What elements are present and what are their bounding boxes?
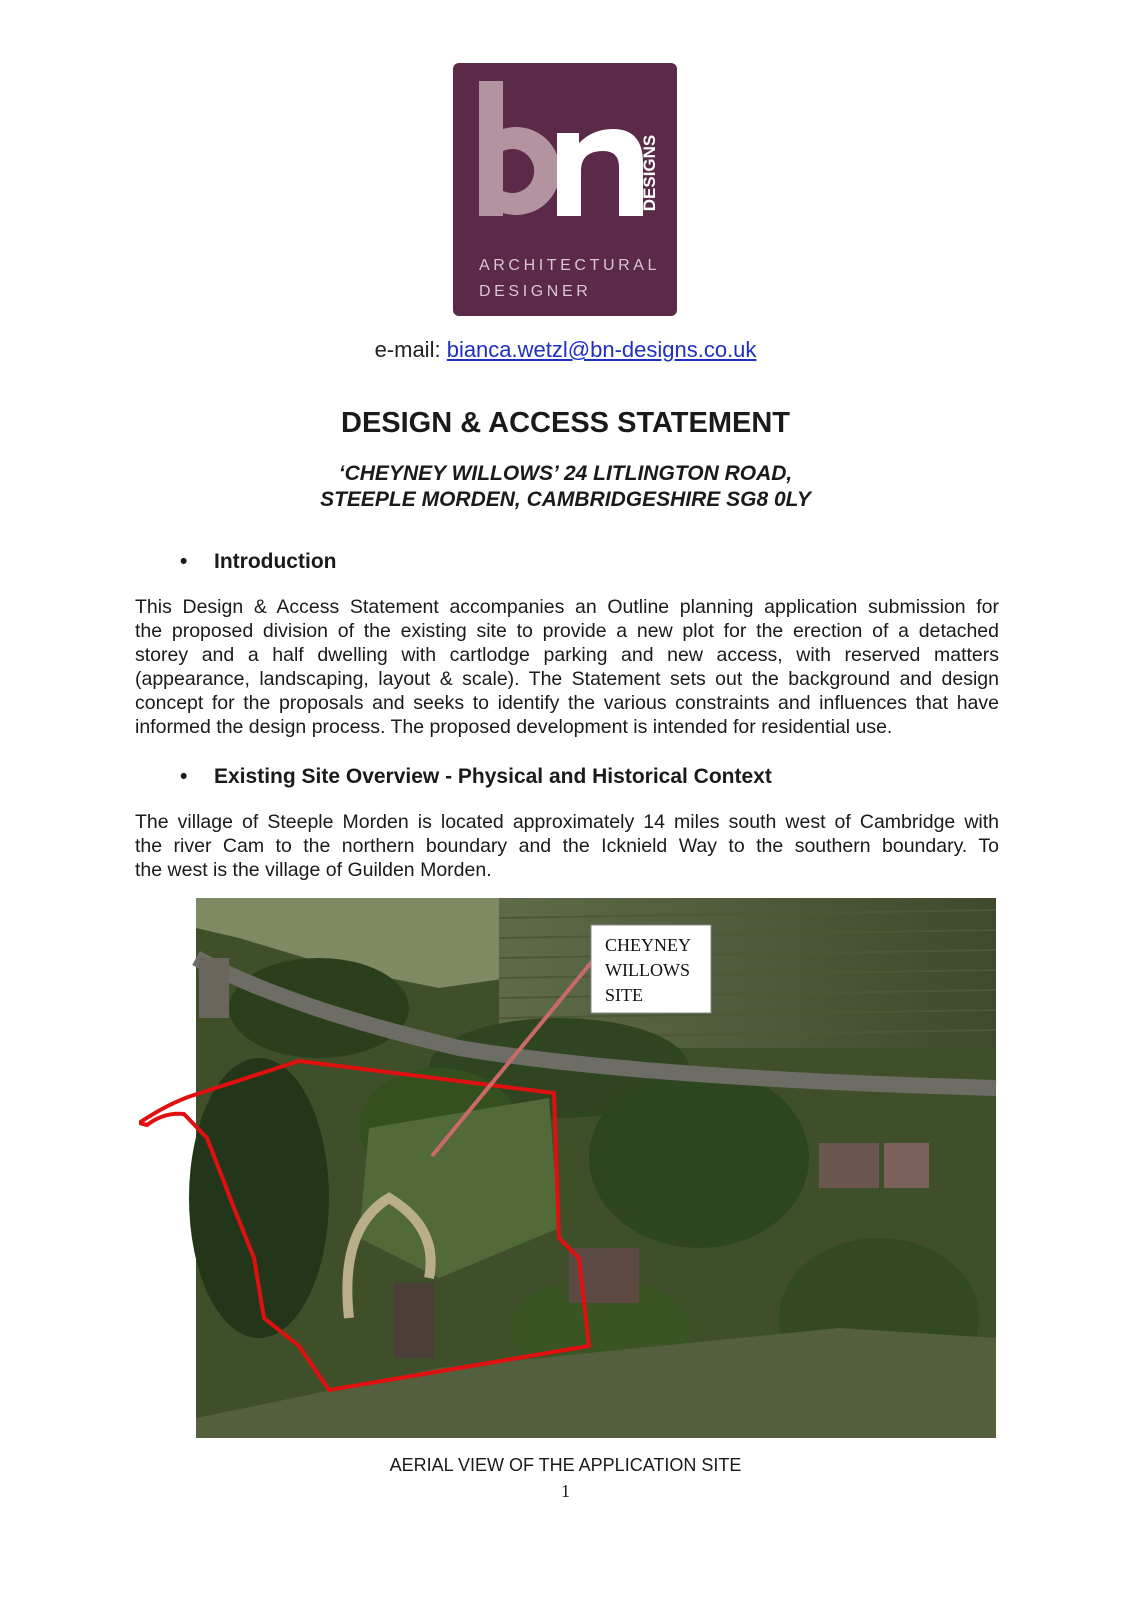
logo-line-architectural: ARCHITECTURAL — [479, 257, 661, 274]
logo-n-letter — [557, 129, 643, 216]
existing-site-paragraph — [135, 810, 999, 882]
paragraph-line: the proposed division of the existing site to provide a new plot for the erection of a detached — [135, 620, 999, 642]
paragraph-line: This Design & Access Statement accompanies an Outline planning application submission for — [135, 596, 999, 618]
figure-caption: AERIAL VIEW OF THE APPLICATION SITE — [389, 1455, 742, 1475]
logo-line-designer: DESIGNER — [479, 283, 592, 300]
bullet-icon: • — [180, 765, 188, 788]
company-logo — [453, 63, 677, 316]
paragraph-line: concept for the proposals and seeks to identify the various constraints and influences that have — [135, 692, 999, 714]
paragraph-line: informed the design process. The proposed development is intended for residential use. — [135, 716, 893, 738]
site-label-line-2: WILLOWS — [605, 960, 690, 980]
section-heading-text: Introduction — [214, 550, 337, 573]
logo-b-stem — [479, 81, 503, 216]
logo-b-bowl — [503, 127, 560, 215]
document-subtitle — [0, 461, 1131, 513]
email-label: e-mail: — [374, 337, 441, 362]
paragraph-line: the west is the village of Guilden Morden. — [135, 859, 492, 881]
logo-mark — [453, 63, 677, 316]
site-label-line-3: SITE — [605, 985, 643, 1005]
bullet-icon: • — [180, 550, 188, 573]
section-heading-text: Existing Site Overview - Physical and Historical Context — [214, 765, 772, 788]
page-number: 1 — [561, 1481, 570, 1501]
paragraph-line: the river Cam to the northern boundary and the Icknield Way to the southern boundary. To — [135, 835, 999, 857]
site-label-line-1: CHEYNEY — [605, 935, 691, 955]
logo-side-text: DESIGNS — [640, 134, 659, 212]
paragraph-line: (appearance, landscaping, layout & scale). The Statement sets out the background and design — [135, 668, 999, 690]
aerial-view-image — [139, 898, 1001, 1453]
document-title: DESIGN & ACCESS STATEMENT — [341, 407, 790, 439]
contact-email-line — [0, 337, 1131, 363]
introduction-paragraph — [135, 595, 999, 739]
subtitle-line-2: STEEPLE MORDEN, CAMBRIDGESHIRE SG8 0LY — [320, 488, 811, 511]
paragraph-line: storey and a half dwelling with cartlodge parking and new access, with reserved matters — [135, 644, 999, 666]
email-link[interactable]: bianca.wetzl@bn-designs.co.uk — [446, 337, 757, 362]
subtitle-line-1: ‘CHEYNEY WILLOWS’ 24 LITLINGTON ROAD, — [338, 462, 793, 485]
paragraph-line: The village of Steeple Morden is located approximately 14 miles south west of Cambridge with — [135, 811, 999, 833]
